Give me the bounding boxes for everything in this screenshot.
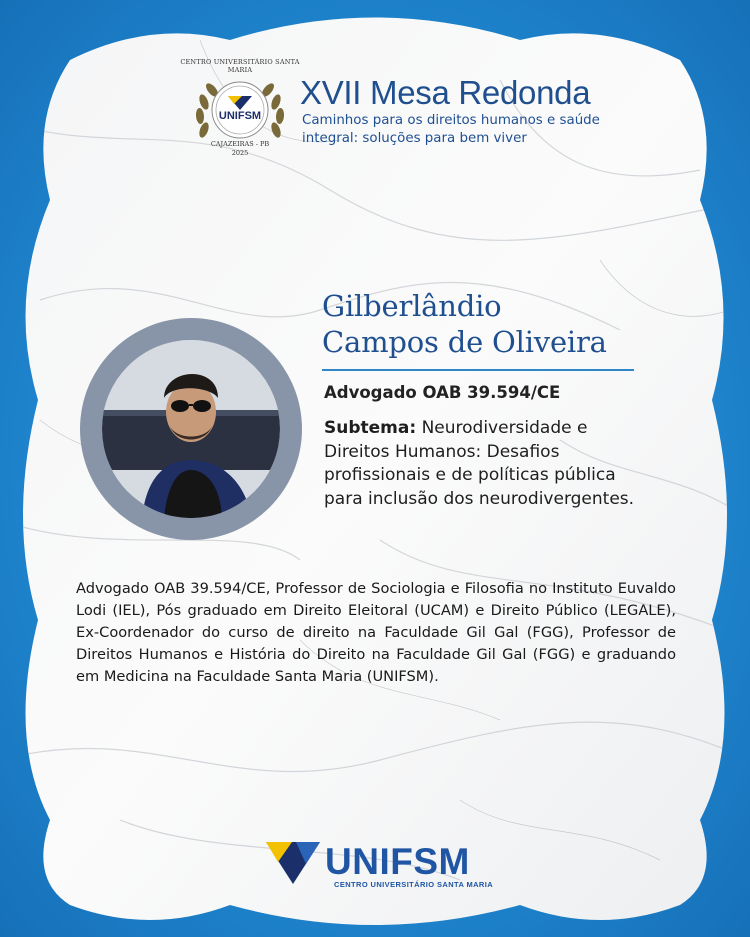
footer-brand: UNIFSM [325, 841, 470, 882]
subtema-block [324, 417, 644, 511]
speaker-role: Advogado OAB 39.594/CE [324, 383, 561, 402]
speaker-photo [102, 340, 280, 518]
subtema-label: Subtema: [324, 418, 417, 438]
unifsm-logo-icon [266, 838, 320, 888]
seal-top-text: CENTRO UNIVERSITÁRIO SANTA MARIA [180, 58, 300, 74]
seal-center-text: UNIFSM [218, 110, 262, 122]
subtema-text: Neurodiversidade e Direitos Humanos: Desafios profissionais e de políticas pública para inclusão dos neurodivergentes. [324, 418, 635, 509]
university-seal-icon [178, 58, 302, 168]
speaker-name-line2: Campos de Oliveira [322, 325, 607, 359]
name-underline [322, 369, 634, 371]
event-subtitle: Caminhos para os direitos humanos e saúde integral: soluções para bem viver [302, 113, 600, 146]
footer-tagline: CENTRO UNIVERSITÁRIO SANTA MARIA [334, 880, 494, 889]
seal-bottom-text [178, 140, 302, 158]
speaker-name [322, 288, 607, 360]
speaker-bio: Advogado OAB 39.594/CE, Professor de Sociologia e Filosofia no Instituto Euvaldo Lodi (IEL), Pós graduado em Direito Eleitoral (UCAM) e Direito Público (LEGALE), Ex-Coordenador do curso de direito na Faculdade Gil Gal (FGG), Professor de Direitos Humanos e História do Direito na Faculdade Gil Gal (FGG) e graduando em Medicina na Faculdade Santa Maria (UNIFSM). [76, 580, 676, 685]
speaker-name-line1: Gilberlândio [322, 289, 502, 323]
seal-year: 2025 [231, 149, 249, 157]
event-title: XVII Mesa Redonda [300, 74, 591, 111]
seal-city: CAJAZEIRAS - PB [210, 140, 270, 148]
